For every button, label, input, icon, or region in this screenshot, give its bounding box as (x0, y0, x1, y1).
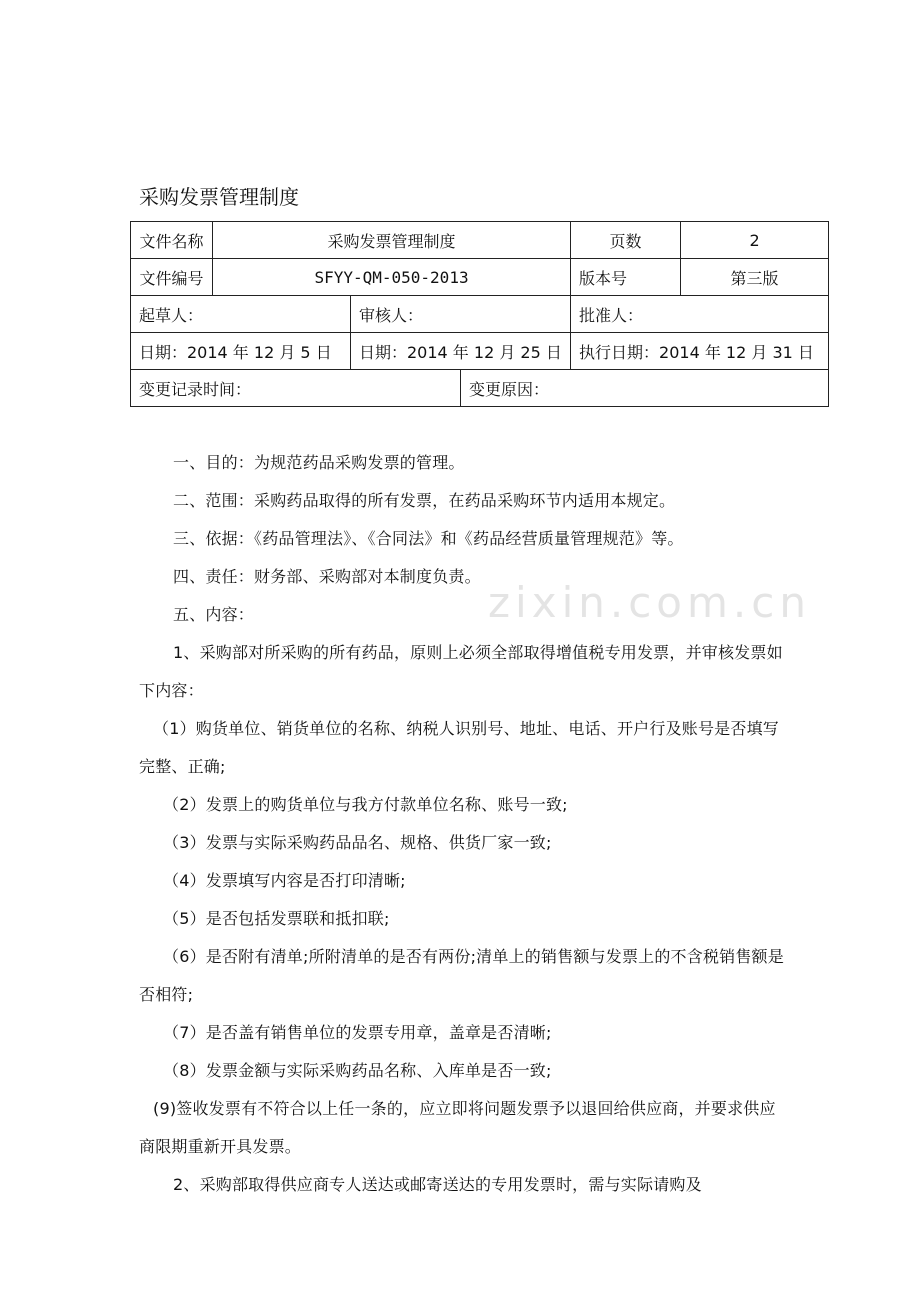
table-row (131, 370, 829, 407)
list-item: （5）是否包括发票联和抵扣联; (163, 909, 390, 928)
approver-field: 批准人： (571, 296, 829, 333)
drafter-field: 起草人： (131, 296, 351, 333)
document-body (139, 444, 789, 1204)
version-label: 版本号 (571, 259, 681, 296)
table-row (131, 333, 829, 370)
file-name-value: 采购发票管理制度 (213, 222, 571, 259)
reviewer-field: 审核人： (351, 296, 571, 333)
version-value: 第三版 (681, 259, 829, 296)
table-row (131, 259, 829, 296)
section-responsibility: 四、责任：财务部、采购部对本制度负责。 (173, 567, 481, 586)
content-clause-2: 2、采购部取得供应商专人送达或邮寄送达的专用发票时，需与实际请购及 (173, 1175, 702, 1194)
list-item: （6）是否附有清单;所附清单的是否有两份;清单上的销售额与发票上的不含税销售额是否相符; (139, 947, 784, 1004)
list-item: （2）发票上的购货单位与我方付款单位名称、账号一致; (163, 795, 568, 814)
list-item: （7）是否盖有销售单位的发票专用章，盖章是否清晰; (163, 1023, 552, 1042)
list-item: (9)签收发票有不符合以上任一条的，应立即将问题发票予以退回给供应商，并要求供应商限期重新开具发票。 (139, 1099, 776, 1156)
section-content-heading: 五、内容： (173, 605, 255, 624)
table-row (131, 222, 829, 259)
page-count-value: 2 (681, 222, 829, 259)
draft-date: 日期：2014 年 12 月 5 日 (131, 333, 351, 370)
file-code-value: SFYY-QM-050-2013 (213, 259, 571, 296)
list-item: （3）发票与实际采购药品品名、规格、供货厂家一致; (163, 833, 552, 852)
document-info-table (130, 221, 829, 407)
document-title: 采购发票管理制度 (139, 185, 299, 209)
list-item: （8）发票金额与实际采购药品名称、入库单是否一致; (163, 1061, 552, 1080)
file-name-label: 文件名称 (131, 222, 213, 259)
change-record-time: 变更记录时间： (131, 370, 461, 407)
list-item: （1）购货单位、销货单位的名称、纳税人识别号、地址、电话、开户行及账号是否填写完整、正确; (139, 719, 779, 776)
change-reason: 变更原因： (461, 370, 829, 407)
section-purpose: 一、目的：为规范药品采购发票的管理。 (173, 453, 465, 472)
section-basis: 三、依据：《药品管理法》、《合同法》和《药品经营质量管理规范》等。 (173, 529, 684, 548)
file-code-label: 文件编号 (131, 259, 213, 296)
execution-date: 执行日期：2014 年 12 月 31 日 (571, 333, 829, 370)
table-row (131, 296, 829, 333)
section-scope: 二、范围：采购药品取得的所有发票，在药品采购环节内适用本规定。 (173, 491, 676, 510)
review-date: 日期：2014 年 12 月 25 日 (351, 333, 571, 370)
content-clause-1: 1、采购部对所采购的所有药品，原则上必须全部取得增值税专用发票，并审核发票如下内容： (139, 643, 783, 700)
list-item: （4）发票填写内容是否打印清晰; (163, 871, 406, 890)
watermark: zixin.com.cn (488, 578, 811, 627)
page-count-label: 页数 (571, 222, 681, 259)
